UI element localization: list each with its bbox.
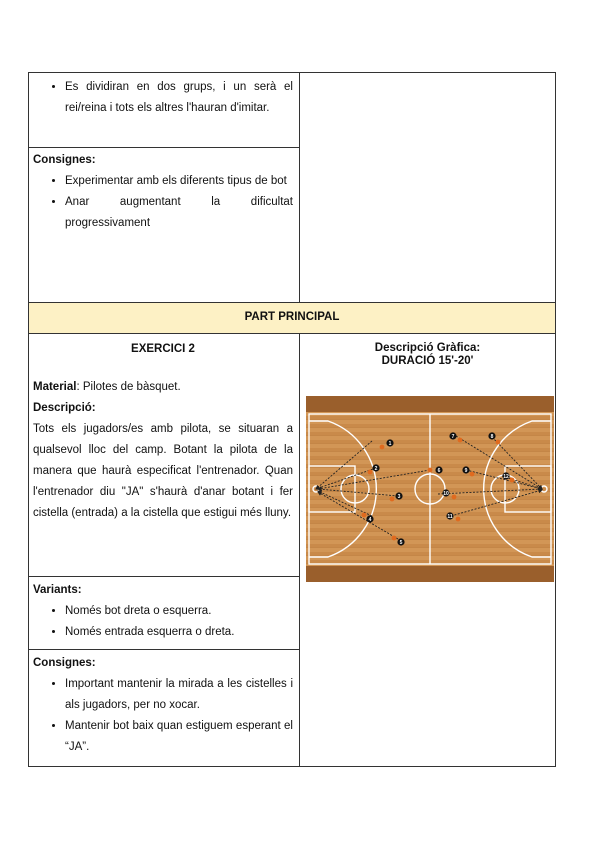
list-item: • Es dividiran en dos grups, i un serà el rei/reina i tots els altres l'hauran d'imitar. <box>65 77 293 119</box>
basketball-court-diagram <box>306 396 554 582</box>
consignes-title: Consignes: <box>33 154 96 166</box>
list-item: • Important mantenir la mirada a les cistelles i als jugadors, per no xocar. <box>65 674 293 716</box>
top-left-cell <box>28 72 300 148</box>
svg-text:9: 9 <box>464 467 468 474</box>
variants-cell <box>28 576 300 650</box>
svg-text:2: 2 <box>374 465 378 472</box>
variants-title: Variants: <box>33 584 82 596</box>
graphic-duration: DURACIÓ 15'-20' <box>381 355 474 367</box>
consignes-cell <box>28 147 300 303</box>
svg-text:8: 8 <box>490 433 494 440</box>
description-label: Descripció: <box>33 402 96 414</box>
consignes-list <box>33 171 293 234</box>
svg-text:10: 10 <box>443 490 449 497</box>
exercise-cell <box>28 333 300 577</box>
consignes2-list <box>33 674 293 758</box>
svg-text:3: 3 <box>397 493 401 500</box>
svg-text:7: 7 <box>451 433 455 440</box>
graphic-title: Descripció Gràfica: <box>374 342 481 354</box>
material-value: : Pilotes de bàsquet. <box>76 381 181 393</box>
svg-text:1: 1 <box>388 440 392 447</box>
graphic-cell <box>299 333 556 767</box>
material-line <box>33 377 293 398</box>
description-text: Tots els jugadors/es amb pilota, se situaran a qualsevol lloc del camp. Botant la pilota de la manera que haurà especificat l'entrenador. Quan l'entrenador diu "JA" s'haurà d'anar botant i fer cistella (entrada) a la cistella que estigui més lluny. <box>33 423 293 519</box>
top-bullet-list <box>29 77 293 119</box>
exercise-title: EXERCICI 2 <box>131 343 195 355</box>
svg-text:4: 4 <box>368 516 372 523</box>
consignes2-cell <box>28 649 300 767</box>
section-title: PART PRINCIPAL <box>244 311 340 323</box>
svg-text:12: 12 <box>503 473 509 480</box>
list-item: • Només bot dreta o esquerra. <box>65 601 293 622</box>
section-band <box>28 302 556 334</box>
list-item: • Anar augmentant la dificultat progressivament <box>65 192 293 234</box>
top-right-cell <box>299 72 556 303</box>
svg-text:5: 5 <box>399 539 403 546</box>
list-item: • Mantenir bot baix quan estiguem esperant el “JA”. <box>65 716 293 758</box>
material-label: Material <box>33 381 77 393</box>
list-item: • Experimentar amb els diferents tipus de bot <box>65 171 293 192</box>
list-item: • Només entrada esquerra o dreta. <box>65 622 293 643</box>
svg-text:11: 11 <box>447 513 453 520</box>
variants-list <box>33 601 293 643</box>
svg-text:6: 6 <box>437 467 441 474</box>
consignes2-title: Consignes: <box>33 657 96 669</box>
